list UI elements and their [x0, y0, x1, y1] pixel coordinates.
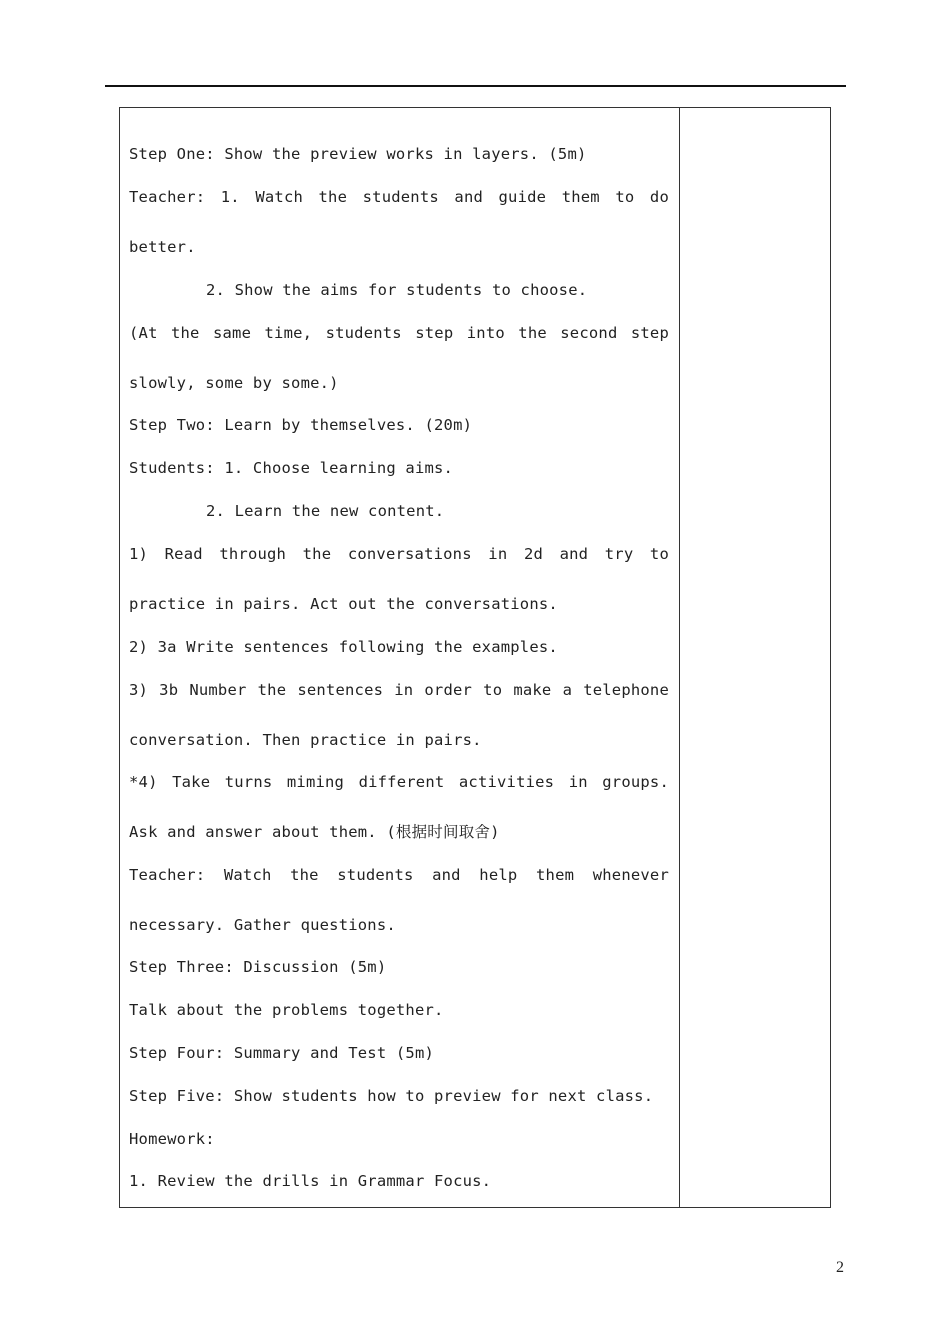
text-line: 1. Review the drills in Grammar Focus. [129, 1172, 492, 1190]
text-line: (At the same time, students step into the second step [129, 324, 669, 342]
text-line: slowly, some by some.) [129, 374, 339, 392]
text-line: Teacher: 1. Watch the students and guide them to do [129, 188, 669, 206]
text-line: practice in pairs. Act out the conversations. [129, 595, 558, 613]
text-line: Step Two: Learn by themselves. (20m) [129, 416, 473, 434]
text-line: 2. Learn the new content. [206, 502, 445, 520]
text-line: necessary. Gather questions. [129, 916, 396, 934]
text-line: Students: 1. Choose learning aims. [129, 459, 454, 477]
text-line: better. [129, 238, 196, 256]
text-line: Step Five: Show students how to preview for next class. [129, 1087, 654, 1105]
text-line: 2) 3a Write sentences following the examples. [129, 638, 558, 656]
text-line: 3) 3b Number the sentences in order to make a telephone [129, 681, 669, 699]
text-line: Ask and answer about them. (根据时间取舍) [129, 823, 500, 841]
text-line: *4) Take turns miming different activities in groups. [129, 773, 669, 791]
text-line: Step Three: Discussion (5m) [129, 958, 387, 976]
lesson-table [119, 107, 831, 1208]
text-line: conversation. Then practice in pairs. [129, 731, 482, 749]
procedure-cell [120, 108, 680, 1207]
text-line: Homework: [129, 1130, 215, 1148]
notes-cell [680, 108, 830, 1207]
text-line: Talk about the problems together. [129, 1001, 444, 1019]
page-number: 2 [836, 1259, 844, 1276]
text-line: Step Four: Summary and Test (5m) [129, 1044, 435, 1062]
text-line: 2. Show the aims for students to choose. [206, 281, 588, 299]
text-line: Step One: Show the preview works in layers. (5m) [129, 145, 587, 163]
text-line: Teacher: Watch the students and help them whenever [129, 866, 669, 884]
header-rule [105, 85, 846, 87]
text-line: 1) Read through the conversations in 2d and try to [129, 545, 669, 563]
